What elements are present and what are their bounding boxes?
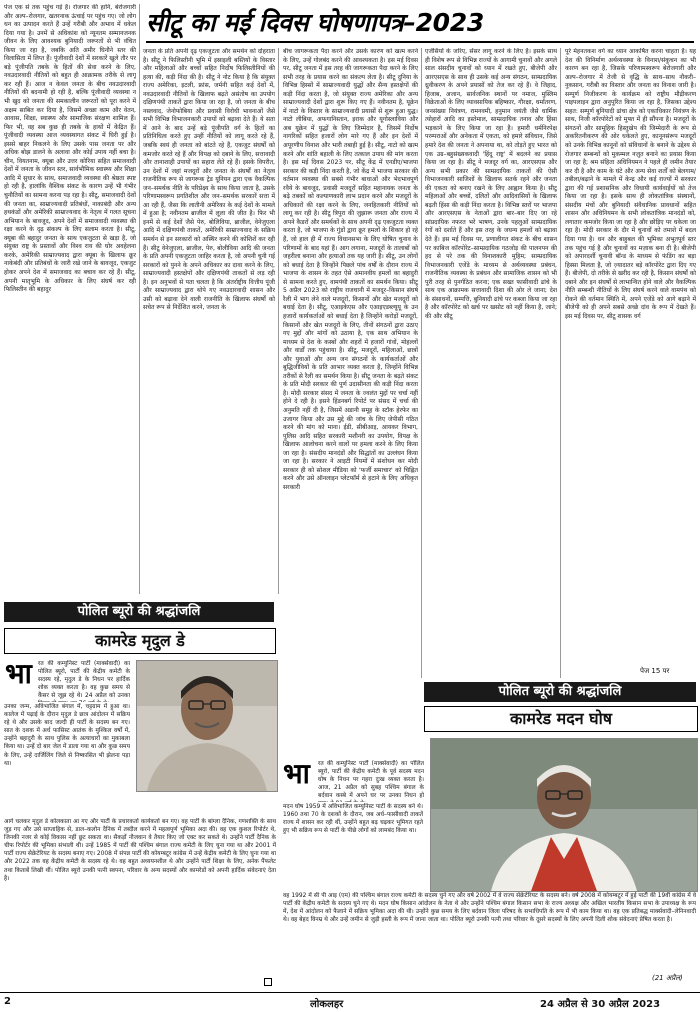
page-number: 2	[4, 996, 11, 1007]
tribute-lead-left: रत की कम्युनिस्ट पार्टी (मार्क्सवादी) का पोलित ब्यूरो, पार्टी की केंद्रीय कमेटी के सदस्य रहे, मृदुल डे के निधन पर हार्दिक शोक व्यक्त करता है। वह कुछ समय से कैंसर से जूझ रहे थे। 24 अप्रैल को उनका	[38, 661, 130, 700]
tribute-text-right: मदन घोष 1959 में अविभाजित कम्युनिस्ट पार्टी के सदस्य बने थे। 1960 तथा 70 के दशकों के दौरान, जब अर्ध–फासीवादी ताकतें राज्य में शासन कर रही थीं, उन्होंने बहुत बढ़ चढ़कर भूमिगत रहते हुए भी सक्रिय रूप से पार्टी के पीछे लोगों को लामबंद किया था।	[283, 804, 423, 835]
article-column-1: पेज एक से तक पहुंच गई है। रोजगार की हानि, बेरोजगारी और अल्प–रोजगार, खतरनाक ऊंचाई पर पहुंच गए। जो लोग धन का उत्पादन करते हैं उन्हें गरीबी और अभाव में धकेल दिया गया है। उनमें से अधिकांश को न्यूनतम सम्मानजनक जीवन के लिए आवश्यक बुनियादी जरूरतों से भी वंचित किया जा रहा है, जबकि अति अमीर घिनौने स्तर की विलासिता में लिप्त हैं। पूंजीवादी देशों में सरकारें खुले तौर पर बड़े पूंजीपति तबके के हितों की सेवा करने के लिए, नवउदारवादी नीतियों को बहुत ही आक्रामक तरीके से लागू कर रही हैं। आज न केवल जनता के बीच नवउदारवादी नीतियों की बदनामी हो रही है, बल्कि पूंजीवादी व्यवस्था न भी खुद को जनता की समकालीन जरूरतों को पूरा करने में अक्षम साबित कर दिया है, जिसमें अच्छा काम और वेतन, आवास, शिक्षा, स्वास्थ्य और सामाजिक संरक्षण शामिल हैं। फिर भी, वह सब कुछ ही तबके के हाथों में केंद्रित हैं। पूंजीवादी व्यवस्था आज व्यवस्थागत संकट में घिरी हुई है। इससे बाहर निकलने के लिए उसके पास जनता पर और अधिक बोझ डालने के अलावा और कोई उपाय नहीं बचा है। चीन, वियतनाम, क्यूबा और उत्तर कोरिया सहित समाजवादी देशों में जनता के जीवन स्तर, सार्वभौमिक स्वास्थ्य और शिक्षा आदि में सुधार के साथ, समाजवादी व्यवस्था की श्रेष्ठता स्पष्ट हो रही है, हालांकि वैश्विक संकट के कारण उन्हें भी गंभीर चुनौतियों का सामना करना पड़ रहा है। सीटू, समाजवादी देशों की जनता का, साम्राज्यवादी प्रतिबंधों, नाकाबंदी और अन्य हथकंडों और अमेरिकी साम्राज्यवाद के नेतृत्व में गलत सूचना अभियान के बावजूद, अपने देशों में समाजवादी व्यवस्था की रक्षा करने के दृढ़ संकल्प के लिए सलाम करता है। सीटू, क्यूबा की बहादुर जनता के साथ एकजुटता से खड़ा है, जो संयुक्त राष्ट्र के प्रस्तावों और विश्व राय की घोर अवहेलना करके, अमेरिकी साम्राज्यवाद द्वारा क्यूबा के खिलाफ क्रूर नाकेबंदी और प्रतिबंधों के जारी रखे जाने के बावजूद, एकजुट होकर अपने देश में समाजवाद का बचाव कर रहे हैं। सीटू, अपनी मातृभूमि के अधिकार के लिए संघर्ष कर रही फिलिस्तीन की बहादुर	[4, 4, 136, 294]
article-column-3: बीच जागरूकता पैदा करने और उसके कारण को खत्म करने के लिए, उन्हें गोलबंद करने की आवश्यकता है। इस मई दिवस पर, सीटू जनता में इस तरह की जागरूकता पैदा करने के लिए सभी तरह के प्रयास करने का संकल्प लेता है। सीटू दुनिया के विभिन्न हिस्सों में साम्राज्यवादी युद्धों और सैन्य हस्तक्षेपों की कड़ी निंदा करता है, जो संयुक्त राज्य अमेरिका और अन्य साम्राज्यवादी देशों द्वारा शुरू किए गए हैं। नवीनतम है, यूक्रेन में नाटो के विस्तार के साम्राज्यवादी प्रयासों से शुरू हुआ युद्ध। नाटो लीबिया, अफगानिस्तान, इराक और यूगोस्लाविया और अब यूक्रेन में युद्धों के लिए जिम्मेदार है, जिसमें निर्दोष नागरिकों सहित हजारों लोग मारे गए हैं और इन देशों में अपूरणीय विनाश और भारी तबाही हुई है। सीटू, नाटो को खत्म करने और शांति बहाली के लिए तत्काल उपाय की मांग करता है। इस मई दिवस 2023 पर, सीटू केंद्र में एनडीए/भाजपा सरकार की कड़ी निंदा करती है, जो केंद्र में भाजपा सरकार की वर्तमान व्यवस्था की सबसे गंभीर बाधाओं और भेदभावपूर्ण रवैये के बावजूद, प्रवासी मजदूरों सहित महानायक जनता के बढ़े तबकों को कल्याणकारी लाभ प्रदान करने और मजदूरों के अधिकारों की रक्षा करने के लिए, जनहितकारी नीतियों को लागू कर रही है। सीटू त्रिपुरा की जुझारू जनता और राज्य में अपने कैडरों और समर्थकों के साथ अपनी दृढ़ एकजुटता व्यक्त करता है, जो भाजपा के गुंडों द्वारा क्रूर हमलों के शिकार हो रहे हैं, जो हाल ही में राज्य विधानसभा के लिए घोषित चुनाव के परिणामों के बाद यहां हैं। आग लगाना, मजदूरों के तालाबों को जहरीला बनाना और हत्याओं तक यह जारी है। सीटू, उन लोगों को बधाई देता है जिन्होंने पिछले पांच वर्षों के दौरान राज्य में भाजपा के शासन के तहत ऐसे अमानवीय हमलों का बहादुरी से सामना करते हुए, वामपंथी ताकतों का समर्थन किया। सीटू 5 अप्रैल 2023 को राष्ट्रीय राजधानी में मजदूर–किसान संघर्ष रैली में भाग लेने वाले मजदूरों, किसानों और खेत मजदूरों को बधाई देता है। सीटू, एआइकेएस और एआइएडब्ल्यूयू के उन हजारों कार्यकर्ताओं को बधाई देता है जिन्होंने करोड़ों मजदूरों, किसानों और खेत मजदूरों के लिए, तीनों संगठनों द्वारा उठाए गए मुद्दों और मांगों को उठाया है, एक साथ अभियान के माध्यम से देश के कस्बों और शहरों में हजारों गांवों, मोहल्लों और वार्डों तक पहुंचाया है। सीटू, मजदूरों, महिलाओं, छात्रों और युवाओं और अन्य जन संगठनों के कार्यकर्ताओं और बुद्धिजीवियों के प्रति आभार व्यक्त करता है, जिन्होंने विभिन्न तरीकों से रैली का समर्थन किया है। सीटू जनता के बढ़ते संकट के प्रति मोदी सरकार की पूर्ण उदासीनता की कड़ी निंदा करता है। मोदी सरकार संसद में जनता के ज्वलंत मुद्दों पर चर्चा नहीं होने दे रही है। इसने हिंडनबर्ग रिपोर्ट पर संसद में चर्चा की अनुमति नहीं दी है, जिसमें अडानी समूह के स्टॉक हेरफेर का उजागर किया और उस मुद्दे की जांच के लिए जेपीसी गठित करने की मांग को माना। ईडी, सीबीआइ, आयकर विभाग, पुलिस आदि सहित सरकारी मशीनरी का उपयोग, विपक्ष के खिलाफ आलोचना करने वालों पर हमला करने के लिए किया जा रहा है। संसदीय मानदंडों और सिद्धांतों का उल्लंघन किया जा रहा है। सरकार ने आइटी नियमों में संशोधन कर मोदी सरकार ही को सोशल मीडिया को 'फर्जी समाचार' को चिह्नित करने और उसे ऑनलाइन प्लेटफॉर्म से हटाने के लिए अधिकृत सरकारी	[283, 48, 418, 491]
issue-dates: 24 अप्रैल से 30 अप्रैल 2023	[540, 999, 661, 1010]
tribute-banner-left: पोलित ब्यूरो की श्रद्धांजलि	[4, 602, 274, 622]
tribute-text-right-full: वह 1992 में सी पी आइ (एम) की पश्चिम बंगाल राज्य कमेटी के सदस्य चुने गए और वर्ष 2002 में वे राज्य सेक्रेटेरियट के सदस्य बने। वर्ष 2008 में कोयम्बटूर में हुई पार्टी की 19वीं कांग्रेस में वे पार्टी की केंद्रीय कमेटी के सदस्य चुने गए थे। मदन घोष किसान आंदोलन के नेता थे और उन्होंने पश्चिम बंगाल किसान सभा के राज्य अध्यक्ष और अखिल भारतीय किसान सभा के उपाध्यक्ष के रूप में, देश में आंदोलन को फैलाने में सक्रिय भूमिका अदा की थी। उन्होंने कुछ समय के लिए बर्दवान जिला परिषद के सभाधिपति के रूप में भी काम किया था। वह एक प्रतिबद्ध मार्क्सवादी–लेनिनवादी थे। वह बेहद विनम्र थे और उन्हें जमीन से जुड़ी हस्ती के रूप में जाना जाता था। पोलित ब्यूरो उनकी पत्नी तथा परिवार के दूसरे सदस्यों के लिए अपनी दिली शोक संवेदनाएं प्रेषित करता है।	[283, 893, 696, 924]
column-divider	[421, 48, 422, 678]
tribute-text-left-full: आगे चलकर मृदुल डे कोलकाता आ गए और पार्टी के प्रचारकर्ता कार्यकर्ता बन गए। वह पार्टी के बांग्ला दैनिक, गणशक्ति के साथ जुड़ गए और उसे साप्ताहिक से, डाल–कलोन दैनिक में तब्दील करने में महत्वपूर्ण भूमिका अदा की। वह एक कुशल रिपोर्टर थे, जिनकी नजर से कोई विकास नहीं छूट सकता था। सैकड़ों नौजवान वे तैयार किए जो एक्ट कर सकते थे। उन्होंने पार्टी दैनिक के चीफ रिपोर्टर की भूमिका संभाली थी। उन्हें 1985 में पार्टी की पश्चिम बंगाल राज्य कमेटी के लिए चुना गया था और 2001 में पार्टी राज्य सेक्रेटेरियट के सदस्य बनाए गए। 2008 में संपन्न पार्टी की कोयम्बटूर कांग्रेस में उन्हें केंद्रीय कमेटी के लिए चुना गया था और 2022 तक वह केंद्रीय कमेटी के सदस्य रहे थे। वह बहुत अध्ययनशील थे और उन्होंने पार्टी शिक्षा के लिए, अनेक पैंफलेट तथा किताबें लिखी थीं। पोलित ब्यूरो उनकी पत्नी स्वपना, परिवार के अन्य सदस्यों और कामरेडों को अपनी हार्दिक संवेदनाएं देता है।	[4, 819, 276, 882]
dropcap: भा	[5, 657, 32, 690]
headline-rule	[146, 41, 694, 43]
portrait-madan-ghosh	[430, 738, 698, 892]
tribute-name-madan-ghosh: कामरेड मदन घोष	[424, 706, 698, 732]
footer-rule	[0, 992, 700, 993]
headline: सीटू का मई दिवस घोषणापत्र–2023	[146, 8, 484, 37]
publication-name: लोकलहर	[310, 999, 344, 1010]
tribute-name-mridul-de: कामरेड मृदुल डे	[4, 628, 276, 654]
column-divider	[139, 4, 140, 594]
tribute-lead-right: रत की कम्युनिस्ट पार्टी (मार्क्सवादी) का पोलित ब्यूरो, पार्टी की केंद्रीय कमेटी के पूर्व सदस्य मदन घोष के निधन पर गहरा दुःख व्यक्त करता है। आज, 21 अप्रैल को सुबह पश्चिम बंगाल के बर्दवान कस्बे में अपने घर पर उनका निधन हो	[318, 761, 424, 800]
tribute-text-left: उनका जन्म, अविभाजित बंगाल में, चट्टग्राम में हुआ था। कालेज में पढ़ाई के दौरान मृदुल डे छात्र आंदोलन में सक्रिय रहे थे और उसके बाद जल्दी ही पार्टी के सदस्य बन गए। सात के दशक में अर्ध फासिस्ट आतंक के मुश्किल वर्षों में, उन्होंने बहादुरी के साथ पुलिस के अत्याचारों का मुकाबला किया था। उन्हें दो बार जेल में डाला गया था और कुछ समय के लिए, उन्हें दार्जिलिंग जिले से निष्कासित भी झेलना पड़ा था।	[4, 704, 130, 767]
dropcap: भा	[283, 757, 310, 790]
column-divider	[278, 48, 279, 594]
article-column-2: जनता के प्रति अपनी दृढ़ एकजुटता और समर्थन को दोहराता है। सीटू ने फिलिस्तीनी भूमि में इस्राइली बस्तियों के विस्तार और महिलाओं और बच्चों सहित निर्दोष फिलिस्तीनियों की हत्या की, कड़ी निंदा की है। सीटू ने नोट किया है कि संयुक्त राज्य अमेरिका, इटली, फ्रांस, जर्मनी सहित कई देशों में, नवउदारवादी नीतियों के खिलाफ बढ़ते असंतोष का उपयोग दक्षिणपंथी ताकतें द्वारा किया जा रहा है, जो जनता के बीच नस्लवाद, जेनोफोबिया और प्रवासी विरोधी भावनाओं जैसे सभी विभिन्न विभाजनकारी उपायों को बढ़ावा देते हैं। ये सता में आने के बाद उन्हें बड़े पूंजीपति वर्ग के हितों का प्रतिनिधित्व करते हुए उन्हीं नीतियों को लागू करते रहे हैं, जबकि स्वयं ही जनता को बांटते रहे हैं, एकजुट संघर्षों को कमजोर करते रहे हैं और विपक्ष को दबाने के लिए, सत्तावादी और तानाशाही उपायों का सहारा लेते रहे हैं। इसके विपरीत, उन देशों में जहां मजदूरों और जनता के संघर्षों का नेतृत्व राजनीतिक रूप से जागरूक ट्रेड यूनियन द्वारा एक वैकल्पिक जन–समर्थक नीति के परिप्रेक्ष्य के साथ किया जाता है, उसके परिणामस्वरूप प्रगतिशील और जन–समर्थक सरकारें सत्ता में आ रही हैं, जैसा कि लातीनी अमेरिका के कई देशों के मामले में हुआ है; नवीनतम ब्राजील में लूला की जीत है। फिर भी इनमें से कई देशों जैसे पेरु, बोलिविया, ब्राजील, वेनेजुएला आदि में दक्षिणपंथी ताकतें, अमेरिकी साम्राज्यवाद के सक्रिय समर्थन से इन सरकारों को अस्थिर करने की कोशिशें कर रही हैं। सीटू वेनेजुएला, ब्राजील, पेरु, बोलीविया आदि की जनता के प्रति अपनी एकजुटता जाहिर करता है, जो अपनी चुनी गई सरकारों को पुनने के अपने अधिकार का दावा करने के लिए, साम्राज्यवादी हस्तक्षेपों और दक्षिणपंथी ताकतों से लड़ रही है। इन अनुभवों से पता चलता है कि अंतर्राष्ट्रीय वित्तीय पूंजी और साम्राज्यवाद द्वारा थोपे गए नवउदारवादी शासन और उसी को बढ़ावा देने वाली राजनीति के खिलाफ संघर्षों को सचेत रूप से निर्देशित करने, जनता के	[143, 48, 275, 312]
portrait-mridul-de	[136, 660, 278, 792]
tribute-date: (21 अप्रैल)	[652, 974, 683, 982]
end-mark	[264, 978, 272, 986]
column-divider	[560, 48, 561, 678]
continued-on-page: पेज 15 पर	[640, 667, 670, 675]
article-column-5: पूरे मेहनतकश वर्ग का ध्यान आकर्षित करना चाहता है। यह देश की विनिर्माण अर्थव्यवस्था के विनाश/संकुचन का भी कारण बन रहा है, जिसके परिणामस्वरूप बेरोजगारी और अल्प–रोजगार में तेजी से वृद्धि के साथ–साथ नौकरी–नुकसान, गरीबी का विस्तार और जनता का विनाश जारी है। सम्पूर्ण निजीकरण के कार्यक्रम को राष्ट्रीय मौद्रीकरण पाइपलाइन द्वारा अनुपूरित किया जा रहा है, जिसका उद्देश्य सहत: सम्पूर्ण बुनियादी ढांचा क्षेत्र को एकाधिकार नियंत्रण के साथ, निजी कॉरपोरेटों को मुफ्त में ही सौंपना है। मजदूरों के संगठनों और सामूहिक हिस्तुखेप की जिम्मेदारी के रूप से अकरितनीकरण की ओर धकेलते हुए, कानूनसंरूप मजदूरों को उनके विभिन्न कानूनों को संविधानों के बनाने के उद्देश्य से रोजगार सम्बन्धों को मुकम्मल नज़ुत बनाने का प्रयास किया जा रहा है; श्रम संहिता अधिनियमन ने पहले ही जमीन तैयार कर दी है और काम के घंटे और अन्य सेवा शर्तों को बेलगाम/तबीला/बढ़ाने के मामले में केन्द्र और कई राज्यों में सरकार द्वारा की गई प्रशासनिक और विधायी कार्यवाईयों को तेज किया जा रहा है। इसके साथ ही लोकतांत्रिक संस्थानों, संसदीय मंचों और बुनियादी संवैधानिक प्रावधानों सहित शासन और अधिनियमन के सभी लोकतांत्रिक मानदंडों को, लगातार कमजोर किया जा रहा है और छोड़िए पर धकेला जा रहा है। मोदी सरकार के दौर में चुनावों को तमाशे में बदल दिया गया है। धन और बाहुबल की भूमिका अभूतपूर्व स्तर तक पहुंच गई है और चुनावों का मज़ाक बना दी है। बीजेपी को अपारदर्शी चुनावी बॉन्ड के माध्यम से फंडिंग का बड़ा हिस्सा मिलता है, जो ज़्यादातर बड़े कॉरपोरेट द्वारा दिए गए हैं। बीजेपी, दो तरीके से खरीद कर रही है, किसान संघर्षों को दबाने और इन संघर्षों से लाभान्वित होने वाले और वैकल्पिक नीति सम्बन्धी नीतियों के लिए संघर्ष करने वाले वामपंथ को रोकने की वर्तमान स्थिति में, अपने एजेंडे को आगे बढ़ाने में बीजेपी को ही अपने सबसे अच्छे दांव के रूप में देखते हैं। इस मई दिवस पर, सीटू शासक वर्ग	[565, 48, 696, 320]
article-column-4: एजेंसियों के जरिए, सेंसर लागू करने के लिए है। इसके साथ ही विशेष रूप से विभिन्न राज्यों के आगामी चुनावों और अगले साल संसदीय चुनावों को ध्यान में रखते हुए, बीजेपी और आरएसएस के साथ ही उसके कई अन्य संगठन, साम्प्रदायिक ध्रुवीकरण के अपने प्रयासों को तेज कर रहे हैं। वे जिहाद, हिजाब, अजान, सार्वजनिक स्थानों पर नमाज, मुस्लिम विक्रेताओं के लिए व्यावसायिक बहिष्कार, गौरक्षा, धर्मांतरण, जनसंख्या नियंत्रण, रामनवमी, हनुमान जयंती जैसे धार्मिक त्योहारों आदि का इस्तेमाल, साम्प्रदायिक तनाव और हिंसा भड़काने के लिए किया जा रहा है। हमारी धर्मनिरपेक्ष परम्पराओं और अनेकता में एकता, को हमारे संविधान, जिसे हमारे देश की जनता ने अपनाया था, को तोड़ते हुए भारत को एक उग्र–बहुसंख्यकवादी 'हिंदू राष्ट्र' में बदलने का प्रयास किया जा रहा है। सीटू ने मजदूर वर्ग का, आरएसएस और अन्य सभी प्रकार की साम्प्रदायिक ताकतों की ऐसी विभाजनकारी साजिशों के खिलाफ सतर्क रहने और जनता की एकता को बनाए रखने के लिए आह्वान किया है। सीटू महिलाओं और बच्चों, दलितों और आदिवासियों के खिलाफ बढ़ती हिंसा की कड़ी निंदा करता है। विभिन्न स्तरों पर भाजपा और आरएसएस के नेताओं द्वारा बार–बार दिए जा रहे सांप्रदायिक नफरत भरे भाषण, उनके पहलुओं साम्प्रदायिक रंगों को दर्शाते हैं और इस तरह के जघन्य हमलों को बढ़ावा देते हैं। इस मई दिवस पर, प्रणालीगत संकट के बीच शासन पर काबिज कॉरपोरेट–साम्प्रदायिक गठजोड़ की पालनपन की हद से परे तक की विनाशकारी मुहिम; साम्प्रदायिक विभाजनकारी एजेंडे के माध्यम से अर्थव्यवस्था प्रबंधन, राजनीतिक व्यवस्था के प्रबंधन और सामाजिक शासन को भी पूरी तरह से पुनर्गठित करना; एक सख्त फासीवादी ढांचे के साथ एक आक्रामक सत्तावादी दिशा की ओर ले जाना; देश के संसाधनों, सम्पत्ति, बुनियादी ढांचे पर कब्जा किया जा रहा है और कॉरपोरेट को खर्च पर खसोट को नहीं किया है, जाने; की और सीटू	[425, 48, 557, 320]
tribute-banner-right: पोलित ब्यूरो की श्रद्धांजलि	[424, 682, 696, 702]
